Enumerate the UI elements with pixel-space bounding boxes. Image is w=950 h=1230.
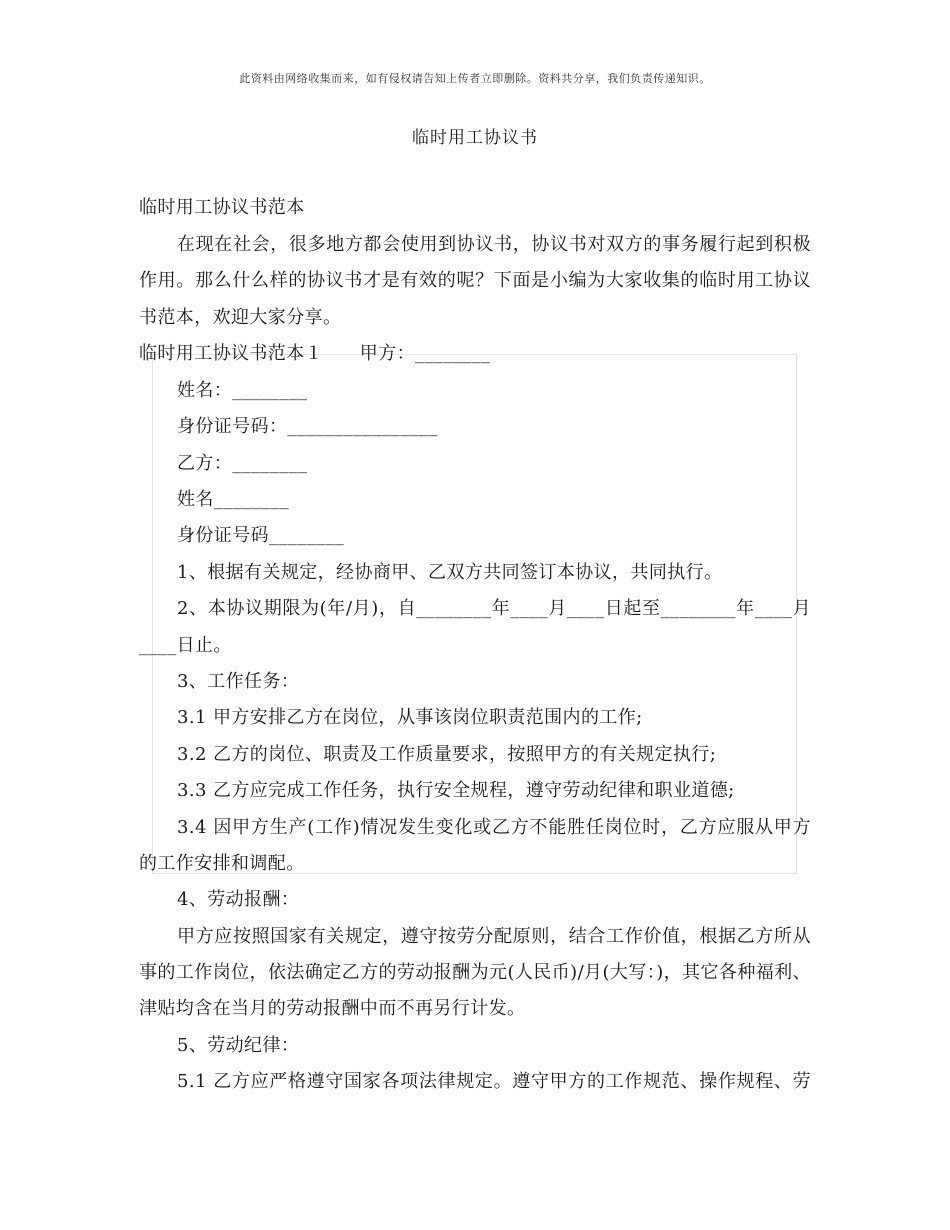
clause-5-1: 5.1 乙方应严格遵守国家各项法律规定。遵守甲方的工作规范、操作规程、劳 <box>177 1071 811 1092</box>
header-disclaimer: 此资料由网络收集而来，如有侵权请告知上传者立即删除。资料共分享，我们负责传递知识。 <box>239 72 711 85</box>
clause-3-4: 3.4 因甲方生产(工作)情况发生变化或乙方不能胜任岗位时，乙方应服从甲方 <box>177 817 811 838</box>
clause-4-heading: 4、劳动报酬： <box>177 889 300 910</box>
party-a-id-field: 身份证号码：________________ <box>177 416 438 437</box>
document-title: 临时用工协议书 <box>412 128 538 148</box>
clause-1: 1、根据有关规定，经协商甲、乙双方共同签订本协议，共同执行。 <box>177 562 723 583</box>
clause-3-1: 3.1 甲方安排乙方在岗位，从事该岗位职责范围内的工作; <box>177 707 643 728</box>
party-b-line: 乙方：________ <box>177 453 308 474</box>
clause-3-heading: 3、工作任务： <box>177 671 300 692</box>
party-b-name-field: 姓名________ <box>177 489 289 510</box>
party-a-name-field: 姓名：________ <box>177 380 308 401</box>
clause-4-paragraph: 甲方应按照国家有关规定，遵守按劳分配原则，结合工作价值，根据乙方所从 <box>177 926 811 947</box>
clause-3-4-continued: 的工作安排和调配。 <box>139 853 305 874</box>
party-a-line: 临时用工协议书范本１ 甲方：________ <box>139 343 491 364</box>
clause-5-heading: 5、劳动纪律： <box>177 1035 300 1056</box>
clause-3-2: 3.2 乙方的岗位、职责及工作质量要求，按照甲方的有关规定执行; <box>177 744 717 765</box>
paragraph-line: 书范本，欢迎大家分享。 <box>139 307 342 328</box>
paragraph-line: 在现在社会，很多地方都会使用到协议书，协议书对双方的事务履行起到积极 <box>177 234 811 255</box>
clause-4-paragraph: 事的工作岗位，依法确定乙方的劳动报酬为元(人民币)/月(大写：)，其它各种福利、 <box>139 962 811 983</box>
paragraph-line: 作用。那么什么样的协议书才是有效的呢？下面是小编为大家收集的临时用工协议 <box>139 270 811 291</box>
clause-2: 2、本协议期限为(年/月)，自________年____月____日起至________年____月 <box>177 598 811 619</box>
party-b-id-field: 身份证号码________ <box>177 525 345 546</box>
clause-4-paragraph: 津贴均含在当月的劳动报酬中而不再另行计发。 <box>139 998 526 1019</box>
clause-2-continued: ____日止。 <box>139 635 232 656</box>
clause-3-3: 3.3 乙方应完成工作任务，执行安全规程，遵守劳动纪律和职业道德; <box>177 780 735 801</box>
section-heading: 临时用工协议书范本 <box>139 197 305 218</box>
